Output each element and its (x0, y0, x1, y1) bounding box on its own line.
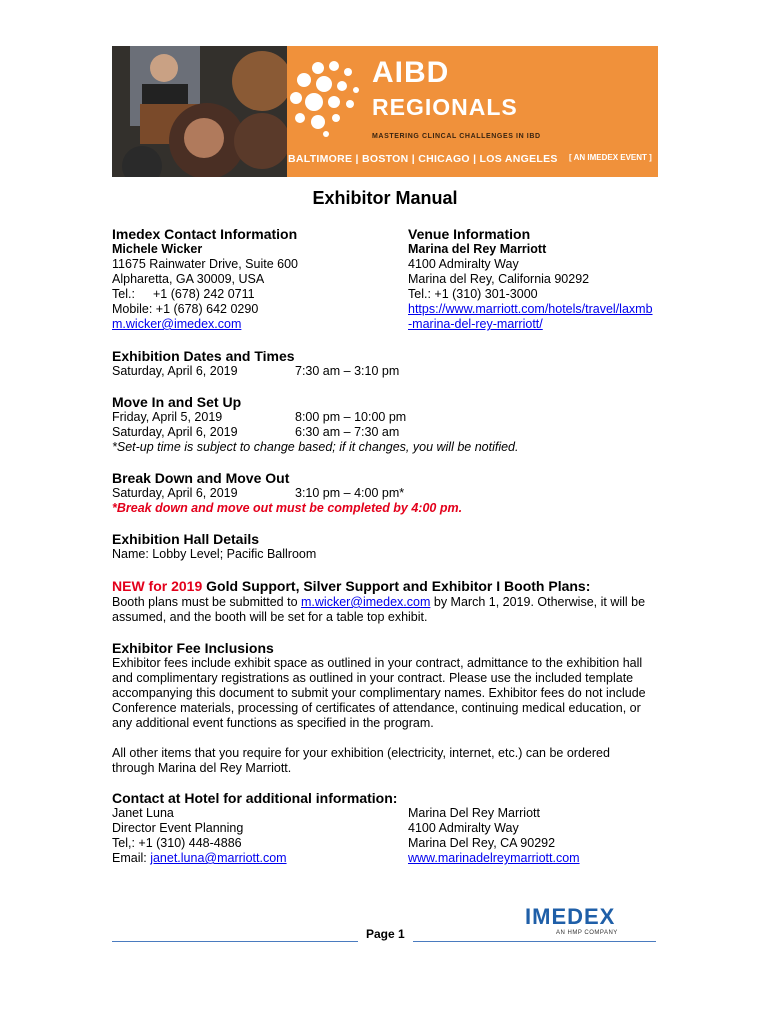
banner-title-aibd: AIBD (372, 56, 450, 89)
fee-line: any additional event functions as specified in the program. (112, 716, 434, 730)
footer-divider-left (112, 941, 358, 942)
fee-line: Conference materials, processing of certificates of attendance, continuing medical education, or (112, 701, 641, 715)
venue-heading: Venue Information (408, 226, 531, 242)
imedex-address-line2: Alpharetta, GA 30009, USA (112, 272, 265, 286)
imedex-tel: +1 (678) 242 0711 (153, 287, 255, 301)
imedex-address-line1: 11675 Rainwater Drive, Suite 600 (112, 257, 298, 271)
fee-line: Exhibitor fees include exhibit space as outlined in your contract, admittance to the exhibition hall (112, 656, 643, 670)
break-down-heading: Break Down and Move Out (112, 470, 290, 486)
hotel-contact-tel: Tel,: +1 (310) 448-4886 (112, 836, 242, 850)
break-down-time: 3:10 pm – 4:00 pm* (295, 486, 405, 500)
imedex-tel-label: Tel.: (112, 287, 135, 301)
booth-plans-line1 (112, 595, 645, 610)
banner-photo-collage (112, 46, 287, 177)
imedex-footer-logo-sub: AN HMP COMPANY (556, 930, 618, 936)
booth-plans-email-link[interactable]: m.wicker@imedex.com (301, 595, 431, 609)
move-in-time-1: 8:00 pm – 10:00 pm (295, 410, 407, 424)
venue-name: Marina del Rey Marriott (408, 242, 547, 256)
venue-address-line2: Marina del Rey, California 90292 (408, 272, 590, 286)
booth-plans-line1-text: Booth plans must be submitted to (112, 595, 301, 609)
fee-line: and complimentary registrations as outlined in your contract. Please use the included template (112, 671, 634, 685)
page-number: Page 1 (366, 927, 405, 941)
hotel-email-label: Email: (112, 851, 151, 865)
fee-line: accompanying this document to submit your complimentary names. Exhibitor fees do not include (112, 686, 646, 700)
booth-plans-line1-rest: by March 1, 2019. Otherwise, it will be (430, 595, 646, 609)
hotel-address-line2: Marina Del Rey, CA 90292 (408, 836, 556, 850)
footer-divider-right (413, 941, 656, 942)
imedex-email-link[interactable]: m.wicker@imedex.com (112, 317, 242, 331)
hall-text: Name: Lobby Level; Pacific Ballroom (112, 547, 317, 561)
hotel-contact-heading: Contact at Hotel for additional information: (112, 790, 398, 806)
imedex-footer-logo: IMEDEX (525, 904, 616, 929)
banner-tagline: MASTERING CLINCAL CHALLENGES IN IBD (372, 133, 541, 140)
photo-collage-image (112, 46, 287, 177)
other-items-line: All other items that you require for your exhibition (electricity, internet, etc.) can be ordered (112, 746, 610, 760)
fee-heading: Exhibitor Fee Inclusions (112, 640, 274, 656)
hotel-email-link[interactable]: janet.luna@marriott.com (150, 851, 287, 865)
page-title: Exhibitor Manual (312, 188, 458, 208)
event-banner (112, 46, 658, 177)
banner-cities: BALTIMORE | BOSTON | CHICAGO | LOS ANGELES (288, 153, 558, 165)
hotel-website-link[interactable]: www.marinadelreymarriott.com (408, 851, 580, 865)
venue-tel: Tel.: +1 (310) 301-3000 (408, 287, 538, 301)
break-down-note: *Break down and move out must be completed by 4:00 pm. (112, 501, 463, 515)
banner-title-regionals: REGIONALS (372, 94, 518, 120)
exhibition-dates-heading: Exhibition Dates and Times (112, 348, 295, 364)
venue-address-line1: 4100 Admiralty Way (408, 257, 519, 271)
other-items-line: through Marina del Rey Marriott. (112, 761, 292, 775)
move-in-heading: Move In and Set Up (112, 394, 242, 410)
aibd-dots-logo-icon (284, 58, 366, 138)
booth-plans-line2: assumed, and the booth will be set for a table top exhibit. (112, 610, 428, 624)
hotel-contact-email-row (112, 851, 287, 866)
move-in-date-2: Saturday, April 6, 2019 (112, 425, 238, 439)
exhibition-date: Saturday, April 6, 2019 (112, 364, 238, 378)
banner-partner: [ AN IMEDEX EVENT ] (569, 153, 652, 162)
imedex-contact-name: Michele Wicker (112, 242, 203, 256)
move-in-time-2: 6:30 am – 7:30 am (295, 425, 400, 439)
exhibition-time: 7:30 am – 3:10 pm (295, 364, 400, 378)
move-in-note: *Set-up time is subject to change based; if it changes, you will be notified. (112, 440, 519, 454)
booth-plans-heading-text: Gold Support, Silver Support and Exhibitor I Booth Plans: (202, 578, 591, 594)
imedex-contact-heading: Imedex Contact Information (112, 226, 298, 242)
hotel-contact-title: Director Event Planning (112, 821, 244, 835)
booth-plans-new-label: NEW for 2019 (112, 578, 203, 594)
hotel-address-line1: 4100 Admiralty Way (408, 821, 519, 835)
booth-plans-heading (112, 578, 590, 594)
venue-url-link-line2[interactable]: -marina-del-rey-marriott/ (408, 317, 543, 331)
move-in-date-1: Friday, April 5, 2019 (112, 410, 223, 424)
hotel-name: Marina Del Rey Marriott (408, 806, 540, 820)
break-down-date: Saturday, April 6, 2019 (112, 486, 238, 500)
hotel-contact-name: Janet Luna (112, 806, 174, 820)
hall-heading: Exhibition Hall Details (112, 531, 260, 547)
imedex-mobile: Mobile: +1 (678) 642 0290 (112, 302, 259, 316)
venue-url-link-line1[interactable]: https://www.marriott.com/hotels/travel/laxmb (408, 302, 653, 316)
